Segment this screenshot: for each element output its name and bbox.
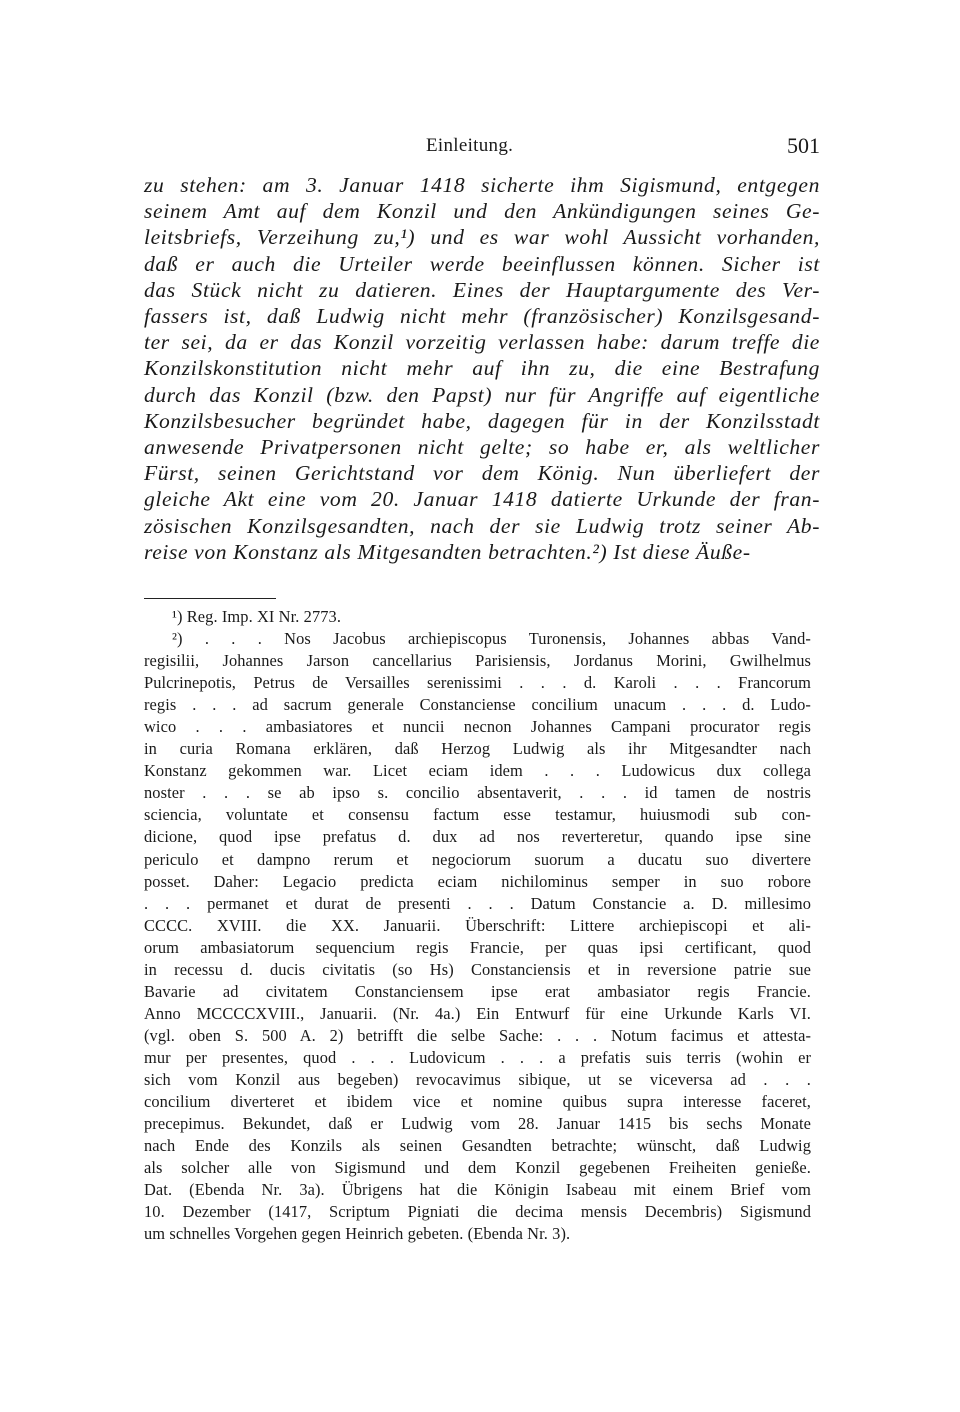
footnote-2-line: wico . . . ambasiatores et nuncii necnon Johannes Campani procurator regis [144,717,811,737]
footnote-2-line: regis . . . ad sacrum generale Constanciense concilium unacum . . . d. Ludo- [144,695,811,715]
footnote-1: ¹) Reg. Imp. XI Nr. 2773. [172,607,342,626]
footnote-2-line: in recessu d. ducis civitatis (so Hs) Constanciensis et in reversione patrie sue [144,959,811,979]
footnote-2-line: um schnelles Vorgehen gegen Heinrich gebeten. (Ebenda Nr. 3). [144,1224,571,1244]
main-text-block [144,172,820,565]
footnote-divider [144,598,276,599]
footnote-2-line: . . . permanet et durat de presenti . . . Datum Constancie a. D. millesimo [144,893,811,913]
main-text-line: reise von Konstanz als Mitgesandten betrachten.²) Ist diese Äuße- [144,539,751,564]
running-head: Einleitung. [426,135,514,156]
footnote-2-line: Dat. (Ebenda Nr. 3a). Übrigens hat die Königin Isabeau mit einem Brief vom [144,1180,811,1200]
main-text-line: anwesende Privatpersonen nicht gelte; so habe er, als weltlicher [144,435,820,460]
footnote-2-line: sich vom Konzil aus begeben) revocavimus sibique, ut se viceversa ad . . . [144,1069,811,1089]
footnote-2-line: concilium diverteret et ibidem vice et nomine quibus supra interesse faceret, [144,1092,811,1112]
main-text-line: ter sei, da er das Konzil vorzeitig verlassen habe: darum treffe die [144,330,820,355]
footnote-2-line: regisilii, Johannes Jarson cancellarius Parisiensis, Jordanus Morini, Gwilhelmus [144,651,811,671]
main-text-line: seinem Amt auf dem Konzil und den Ankündigungen seines Ge- [144,199,820,224]
footnote-2-line: Pulcrinepotis, Petrus de Versailles serenissimi . . . d. Karoli . . . Francorum [144,673,811,693]
footnote-2-line: periculo et dampno rerum et negociorum suorum a ducatu suo divertere [144,849,811,869]
main-text-line: Konzilskonstitution nicht mehr auf ihn zu, die eine Bestrafung [144,356,820,381]
footnote-2-line: 10. Dezember (1417, Scriptum Pigniati die decima mensis Decembris) Sigismund [144,1202,811,1222]
footnote-2-line: in curia Romana erklären, daß Herzog Ludwig als ihr Mitgesandter nach [144,739,811,759]
footnote-2-line: orum ambasiatorum sequencium regis Francie, per quas ipsi certificant, quod [144,937,811,957]
footnote-2-line: nach Ende des Konzils als seinen Gesandten betrachte; wünscht, daß Ludwig [144,1136,811,1156]
footnotes-block [144,606,811,1245]
footnote-2-line: CCCC. XVIII. die XX. Januarii. Überschrift: Littere archiepiscopi et ali- [144,915,811,935]
footnote-2-line: Anno MCCCCXVIII., Januarii. (Nr. 4a.) Ein Entwurf für eine Urkunde Karls VI. [144,1003,811,1023]
footnote-2-line: ²) . . . Nos Jacobus archiepiscopus Turonensis, Johannes abbas Vand- [172,629,811,649]
footnote-2-line: precepimus. Bekundet, daß er Ludwig vom 28. Januar 1415 bis sechs Monate [144,1114,811,1134]
footnote-2-line: (vgl. oben S. 500 A. 2) betrifft die selbe Sache: . . . Notum facimus et attesta- [144,1025,811,1045]
main-text-line: zösischen Konzilsgesandten, nach der sie Ludwig trotz seiner Ab- [144,513,820,538]
main-text-line: zu stehen: am 3. Januar 1418 sicherte ihm Sigismund, entgegen [144,173,820,197]
footnote-2-line: dicione, quod ipse prefatus d. dux ad nos reverteretur, quando ipse sine [144,827,811,847]
main-text-line: Fürst, seinen Gerichtstand vor dem König. Nun überliefert der [144,461,820,486]
footnote-2-line: sciencia, voluntate et consensu factum esse testamur, huiusmodi sub con- [144,805,811,825]
page-header [144,133,820,161]
main-text-line: das Stück nicht zu datieren. Eines der Hauptargumente des Ver- [144,277,820,302]
main-text-line: leitsbriefs, Verzeihung zu,¹) und es war wohl Aussicht vorhanden, [144,225,820,250]
main-text-line: durch das Konzil (bzw. den Papst) nur für Angriffe auf eigentliche [144,382,820,407]
page-number: 501 [787,133,820,158]
footnote-2-line: posset. Daher: Legacio predicta eciam nichilominus semper in suo robore [144,871,811,891]
main-text-line: gleiche Akt eine vom 20. Januar 1418 datierte Urkunde der fran- [144,487,820,512]
footnote-2-line: Bavarie ad civitatem Constanciensem ipse erat ambasiator regis Francie. [144,981,811,1001]
main-text-line: daß er auch die Urteiler werde beeinflussen können. Sicher ist [144,251,820,276]
main-text-line: fassers ist, daß Ludwig nicht mehr (französischer) Konzilsgesand- [144,304,820,329]
footnote-2-line: Konstanz gekommen war. Licet eciam idem . . . Ludowicus dux collega [144,761,811,781]
footnote-2-line: mur per presentes, quod . . . Ludovicum . . . a prefatis suis terris (wohin er [144,1047,811,1067]
footnote-2-line: noster . . . se ab ipso s. concilio absentaverit, . . . id tamen de nostris [144,783,811,803]
main-text-line: Konzilsbesucher begründet habe, dagegen für in der Konzilsstadt [144,408,820,433]
footnote-2-line: als solcher alle von Sigismund und dem Konzil gegebenen Freiheiten genieße. [144,1158,811,1178]
